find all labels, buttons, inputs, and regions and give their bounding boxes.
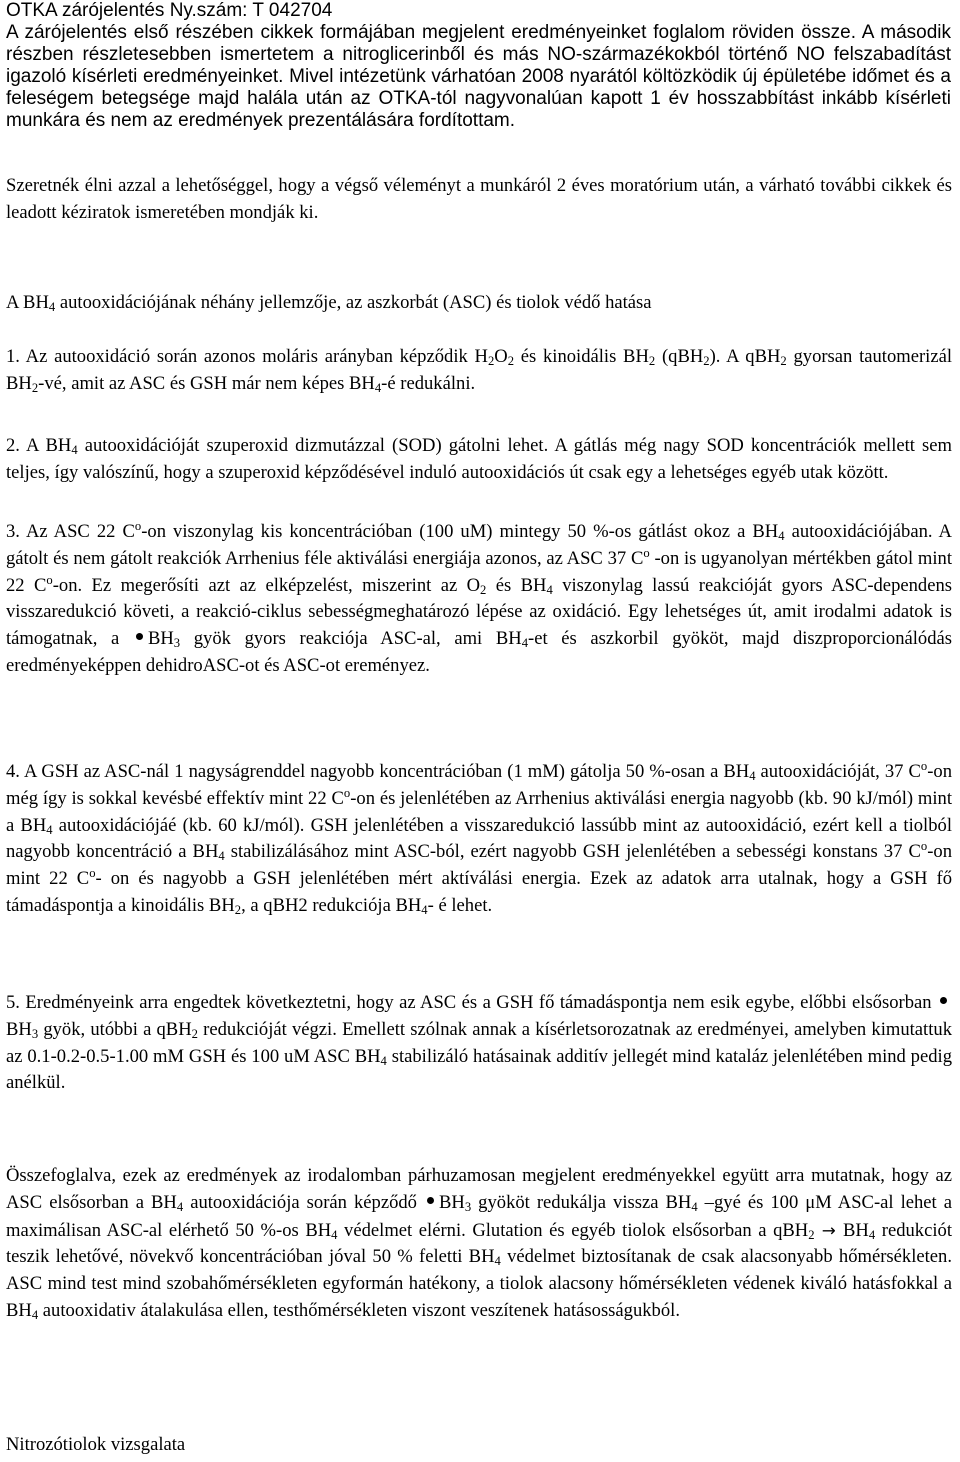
intro-paragraph-serif: Szeretnék élni azzal a lehetőséggel, hogy a végső véleményt a munkáról 2 éves moratórium után, a várható további cikkek és leadott kéziratok ismeretében mondják ki.: [6, 175, 952, 223]
report-title-line: OTKA zárójelentés Ny.szám: T 042704: [6, 0, 333, 21]
list-item-1: 1. Az autooxidáció során azonos moláris arányban képződik $H_2O_2$ és kinoidális $BH_2$ (qBH$_2$). A qBH$_2$ gyorsan tautomerizál $BH_2-vé$, amit az ASC és GSH már nem képes $BH_4-é$ redukálni.: [6, 346, 953, 395]
list-item-4: 4. A GSH az ASC-nál 1 nagyságrenddel nagyobb koncentrációban (1 mM) gátolja 50 %-osan a $BH_4$ autooxidációját, 37 $C^o-on$ még így is sokkal kevésbé effektív mint 22 $C^o-on$ és jelenlétében az Arrhenius aktiválási energia nagyobb (kb. 90 kJ/mól) mint a $BH_4$ autooxidációjáé (kb. 60 kJ/mól). GSH jelenlétében a visszaredukció lassúbb mint az autooxidáció, ezért kell a tiolból nagyobb koncentráció a $BH_4$ stabilizálásához mint ASC-ból, ezért nagyobb GSH jelenlétében a sebességi konstans 37 $C^o-on$ mint 22 $C^o-$ on és nagyobb a GSH jelenlétében mért aktíválási energia. Ezek az adatok arra utalnak, hogy a GSH fő támadáspontja a kinoidális $BH_2$, a qBH2 redukciója $BH_4-$ é lehet.: [6, 759, 953, 917]
list-item-5: 5. Eredményeink arra engedtek következtetni, hogy az ASC és a GSH fő támadáspontja nem esik egybe, előbbi elsősorban $BH_3$ gyök, utóbbi a qBH$_2$ redukcióját végzi. Emellett szólnak annak a kísérletsorozatnak az eredményei, amelyben kimutattuk az 0.1-0.2-0.5-1.00 mM GSH és 100 uM ASC $BH_4$ stabilizáló hatásainak additív jellegét mind kataláz jelenlétében mind pedig anélkül.: [6, 992, 952, 1094]
intro-paragraph-sans: A zárójelentés első részében cikkek formájában megjelent eredményeinket foglalom röviden össze. A második részben részletesebben ismertetem a nitroglicerinből és más NO-származékokból történő NO felszabadítást igazoló kísérleti eredményeinket. Mivel intézetünk várhatóan 2008 nyarától költözködik új épületébe időmet és a feleségem betegsége majd halála után az OTKA-tól nagyvonalúan kapott 1 év hosszabbítást inkább kísérleti munkára és nem az eredmények prezentálására fordítottam.: [6, 22, 952, 131]
summary-paragraph: Összefoglalva, ezek az eredmények az irodalomban párhuzamosan megjelent eredményekkel együtt arra mutatnak, hogy az ASC elsősorban a $BH_4$ autooxidációja során képződő $BH_3$ gyököt redukálja vissza $BH_4$ –gyé és 100 μM ASC-al lehet a maximálisan ASC-al elérhető 50 %-os $BH_4$ védelmet elérni. Glutation és egyéb tiolok elsősorban a $qBH_2 \to BH_4$ redukciót teszik lehetővé, növekvő koncentrációban jóval 50 % feletti $BH_4$ védelmet biztosítanak de csak alacsonyabb hőmérsékleten. ASC mind test mind szobahőmérsékleten egyformán hatékony, a tiolok alacsony hőmérsékleten védenek kiváló hatásfokkal a $BH_4$ autooxidativ átalakulása ellen, testhőmérsékleten viszont veszítenek hatásosságukból.: [6, 1165, 952, 1322]
right-arrow-icon: →: [814, 1219, 844, 1240]
radical-dot-icon: [940, 997, 947, 1004]
radical-dot-icon: [136, 633, 143, 640]
list-item-2: 2. A $BH_4$ autooxidációját szuperoxid dizmutázzal (SOD) gátolni lehet. A gátlás még nagy SOD koncentrációk mellett sem teljes, így valószínű, hogy a szuperoxid képződésével induló autooxidációs út csak egy a lehetséges egyéb utak között.: [6, 435, 952, 483]
report-header: [6, 0, 951, 132]
list-item-3: 3. Az ASC 22 $C^o-on$ viszonylag kis koncentrációban (100 uM) mintegy 50 %-os gátlást okoz a $BH_4$ autooxidációjában. A gátolt és nem gátolt reakciók Arrhenius féle aktiválási energiája azonos, az ASC 37 $C^o$ -on is ugyanolyan mértékben gátol mint 22 $C^o-on$. Ez megerősíti azt az elképzelést, miszerint az $O_2$ és $BH_4$ viszonylag lassú reakcióját gyors ASC-dependens visszaredukció követi, a reakció-ciklus sebességmeghatározó lépése az oxidáció. Egy lehetséges út, amit irodalmi adatok is támogatnak, a $BH_3$ gyök gyors reakciója ASC-al, ami $BH_4-et$ és aszkorbil gyököt, majd diszproporcionálódás eredményeképpen dehidroASC-ot és ASC-ot ereményez.: [6, 519, 952, 676]
footer-heading: Nitrozótiolok vizsgalata: [6, 1434, 186, 1455]
radical-dot-icon: [427, 1197, 434, 1204]
section-title: A $BH_4$ autooxidációjának néhány jellemzője, az aszkorbát (ASC) és tiolok védő hatása: [6, 292, 652, 314]
